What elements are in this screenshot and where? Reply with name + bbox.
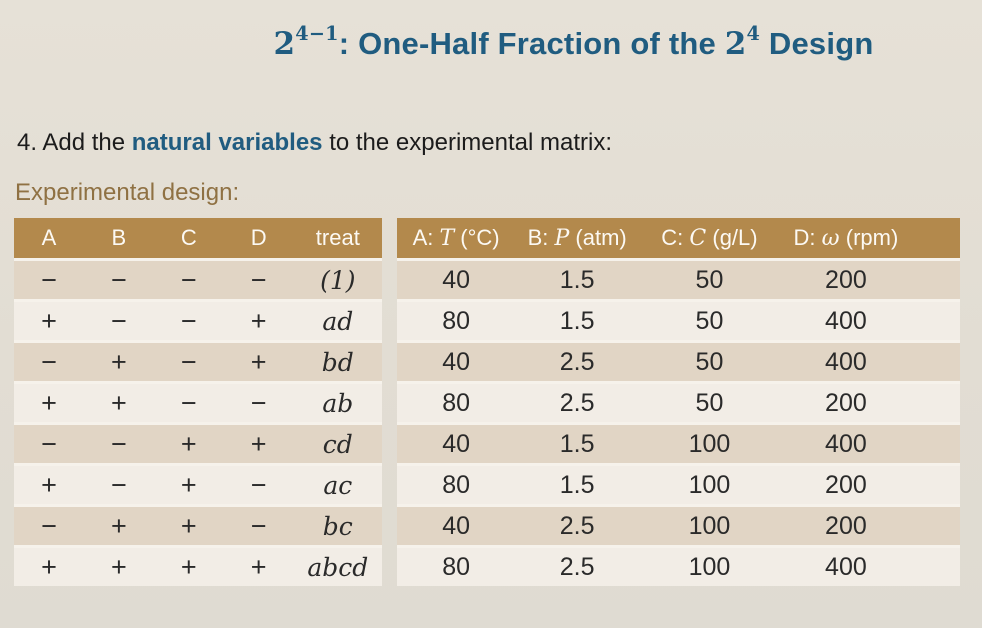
table-cell: + <box>14 299 84 340</box>
table-cell: + <box>14 545 84 586</box>
header-unit: (g/L) <box>706 225 758 250</box>
table-cell: 80 <box>397 545 515 586</box>
table-cell: 1.5 <box>515 299 639 340</box>
design-col-c: C <box>154 218 224 258</box>
design-header-row <box>14 218 382 258</box>
table-cell: − <box>14 504 84 545</box>
header-variable: ω <box>821 226 840 251</box>
title-math-base: 2 <box>273 26 296 62</box>
instruction-highlight: natural variables <box>131 129 323 156</box>
header-variable: T <box>439 226 455 251</box>
table-cell: − <box>154 381 224 422</box>
header-unit: (rpm) <box>839 225 899 250</box>
table-cell: 400 <box>780 422 960 463</box>
table-cell: 1.5 <box>515 258 639 299</box>
header-unit: (atm) <box>569 225 627 250</box>
header-prefix: A: <box>412 225 440 250</box>
title-text-2: Design <box>760 26 874 61</box>
table-cell: 2.5 <box>515 381 639 422</box>
table-row <box>14 340 382 381</box>
design-col-d: D <box>224 218 294 258</box>
table-row <box>397 381 960 422</box>
natural-header-row <box>397 218 960 258</box>
table-row <box>14 504 382 545</box>
table-cell: 40 <box>397 504 515 545</box>
table-cell: abcd <box>294 545 382 586</box>
natural-col-speed <box>780 218 960 258</box>
table-row <box>14 381 382 422</box>
table-cell: + <box>224 340 294 381</box>
table-cell: 80 <box>397 381 515 422</box>
header-prefix: B: <box>527 225 555 250</box>
table-cell: + <box>84 340 154 381</box>
table-cell: − <box>14 258 84 299</box>
table-row <box>14 463 382 504</box>
title-text-1: One-Half Fraction of the <box>358 26 725 61</box>
header-prefix: C: <box>661 225 690 250</box>
header-unit: (°C) <box>454 225 500 250</box>
table-cell: − <box>224 381 294 422</box>
table-cell: 40 <box>397 258 515 299</box>
table-cell: + <box>154 504 224 545</box>
table-cell: + <box>14 381 84 422</box>
table-cell: ac <box>294 463 382 504</box>
table-cell: − <box>154 299 224 340</box>
table-cell: − <box>84 422 154 463</box>
table-cell: − <box>84 463 154 504</box>
natural-col-concentration <box>639 218 780 258</box>
table-cell: bc <box>294 504 382 545</box>
table-row <box>397 299 960 340</box>
table-cell: 400 <box>780 545 960 586</box>
table-row <box>397 504 960 545</box>
table-cell: (1) <box>294 258 382 299</box>
design-col-b: B <box>84 218 154 258</box>
table-cell: − <box>14 340 84 381</box>
table-cell: 40 <box>397 340 515 381</box>
title-separator: : <box>338 26 359 61</box>
title-math-exponent-1 <box>273 21 339 62</box>
table-cell: 200 <box>780 504 960 545</box>
tables-area <box>14 218 960 586</box>
title-math-sup: 4−1 <box>295 21 339 45</box>
table-cell: 80 <box>397 299 515 340</box>
table-cell: − <box>84 258 154 299</box>
table-cell: 1.5 <box>515 422 639 463</box>
table-cell: − <box>224 258 294 299</box>
table-cell: 1.5 <box>515 463 639 504</box>
experimental-design-label: Experimental design: <box>15 179 240 206</box>
natural-col-pressure <box>515 218 639 258</box>
table-cell: 400 <box>780 299 960 340</box>
table-cell: 40 <box>397 422 515 463</box>
table-cell: + <box>84 545 154 586</box>
title-math-sup-2: 4 <box>746 21 761 45</box>
table-cell: − <box>154 340 224 381</box>
table-cell: 2.5 <box>515 504 639 545</box>
table-cell: + <box>224 299 294 340</box>
table-cell: + <box>14 463 84 504</box>
table-cell: 2.5 <box>515 340 639 381</box>
table-cell: 100 <box>639 463 780 504</box>
table-cell: 50 <box>639 340 780 381</box>
header-variable: P <box>554 226 570 251</box>
design-col-a: A <box>14 218 84 258</box>
instruction-text <box>17 129 612 157</box>
table-cell: − <box>224 504 294 545</box>
header-prefix: D: <box>793 225 822 250</box>
table-cell: 80 <box>397 463 515 504</box>
natural-variables-table <box>397 218 960 586</box>
natural-col-temperature <box>397 218 515 258</box>
table-cell: ab <box>294 381 382 422</box>
table-row <box>397 258 960 299</box>
table-row <box>397 463 960 504</box>
instruction-suffix: to the experimental matrix: <box>322 129 612 156</box>
table-cell: + <box>154 463 224 504</box>
table-cell: + <box>84 504 154 545</box>
table-cell: − <box>154 258 224 299</box>
table-cell: bd <box>294 340 382 381</box>
table-cell: 50 <box>639 381 780 422</box>
table-cell: + <box>224 545 294 586</box>
table-row <box>397 340 960 381</box>
table-row <box>14 299 382 340</box>
table-row <box>14 545 382 586</box>
design-table <box>14 218 382 586</box>
table-cell: 50 <box>639 299 780 340</box>
table-cell: 400 <box>780 340 960 381</box>
table-cell: + <box>84 381 154 422</box>
table-cell: + <box>154 545 224 586</box>
table-cell: 200 <box>780 258 960 299</box>
table-cell: − <box>84 299 154 340</box>
table-row <box>14 422 382 463</box>
table-cell: 50 <box>639 258 780 299</box>
table-cell: − <box>14 422 84 463</box>
table-cell: 200 <box>780 381 960 422</box>
title-math-base-2: 2 <box>724 26 747 62</box>
table-cell: + <box>154 422 224 463</box>
table-cell: − <box>224 463 294 504</box>
table-cell: 100 <box>639 545 780 586</box>
table-row <box>14 258 382 299</box>
table-cell: 100 <box>639 504 780 545</box>
header-variable: C <box>689 226 707 251</box>
title-math-exponent-2 <box>724 21 761 62</box>
table-cell: ad <box>294 299 382 340</box>
table-cell: 100 <box>639 422 780 463</box>
table-row <box>397 422 960 463</box>
instruction-prefix: 4. Add the <box>17 129 132 156</box>
table-cell: cd <box>294 422 382 463</box>
design-col-treat: treat <box>294 218 382 258</box>
table-cell: 200 <box>780 463 960 504</box>
page-title <box>165 21 982 62</box>
table-cell: 2.5 <box>515 545 639 586</box>
table-cell: + <box>224 422 294 463</box>
table-row <box>397 545 960 586</box>
